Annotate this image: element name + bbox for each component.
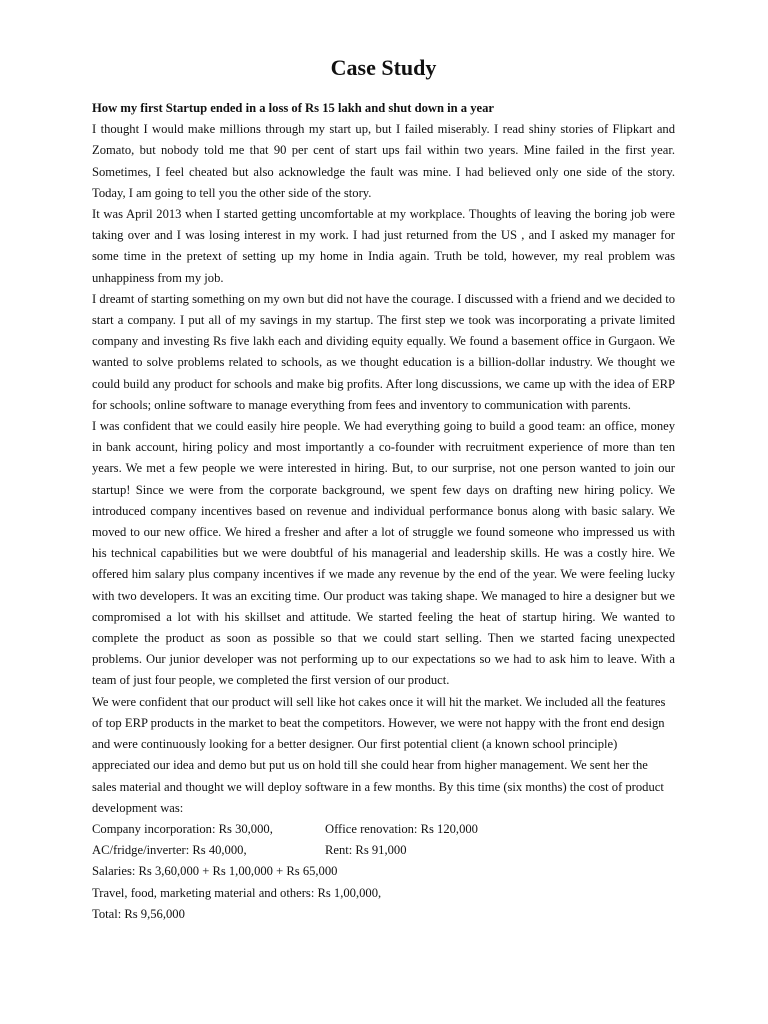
cost-row-1 bbox=[92, 819, 675, 840]
cost-row-2 bbox=[92, 840, 675, 861]
cost-ac-fridge-inverter: AC/fridge/inverter: Rs 40,000, bbox=[92, 843, 247, 858]
paragraph-starting-company: I dreamt of starting something on my own but did not have the courage. I discussed with a friend and we decided to start a company. I put all of my savings in my startup. The first step we took was incorporating a private limited company and investing Rs five lakh each and dividing equity equally. We found a basement office in Gurgaon. We wanted to solve problems related to schools, as we thought education is a billion-dollar industry. We thought we could build any product for schools and make big profits. After long discussions, we came up with the idea of ERP for schools; online software to manage everything from fees and inventory to communication with parents. bbox=[92, 291, 675, 412]
cost-office-renovation: Office renovation: Rs 120,000 bbox=[325, 821, 478, 836]
paragraph-intro: I thought I would make millions through my start up, but I failed miserably. I read shiny stories of Flipkart and Zomato, but nobody told me that 90 per cent of start ups fail within two years. Mine failed in the first year. Sometimes, I feel cheated but also acknowledge the fault was mine. I had believed only one side of the story. Today, I am going to tell you the other side of the story. bbox=[92, 122, 675, 200]
paragraph-hiring: I was confident that we could easily hire people. We had everything going to build a good team: an office, money in bank account, hiring policy and most importantly a co-founder with recruitment experience of more than ten years. We met a few people we were interested in hiring. But, to our surprise, not one person wanted to join our startup! Since we were from the corporate background, we spent few days on drafting new hiring policy. We introduced company incentives based on revenue and individual performance bonus along with basic salary. We moved to our new office. We hired a fresher and after a lot of struggle we found someone who impressed us with his technical capabilities but we were doubtful of his managerial and leadership skills. He was a costly hire. We offered him salary plus company incentives if we made any revenue by the end of the year. We were feeling lucky with two developers. It was an exciting time. Our product was taking shape. We managed to hire a designer but we compromised a lot with his skillset and attitude. We started feeling the heat of startup hiring. We wanted to complete the product as soon as possible so that we could start selling. Then we started facing unexpected problems. Our junior developer was not performing up to our expectations so we had to ask him to leave. With a team of just four people, we completed the first version of our product. bbox=[92, 419, 675, 688]
cost-travel-food-marketing: Travel, food, marketing material and others: Rs 1,00,000, bbox=[92, 885, 382, 900]
paragraph-april-2013: It was April 2013 when I started getting uncomfortable at my workplace. Thoughts of leaving the boring job were taking over and I was losing interest in my work. I had just returned from the US , and I asked my manager for some time in the pretext of setting up my home in India again. Truth be told, however, my real problem was unhappiness from my job. bbox=[92, 207, 675, 285]
document-page bbox=[92, 54, 675, 925]
cost-rent: Rent: Rs 91,000 bbox=[325, 843, 407, 858]
cost-company-incorporation: Company incorporation: Rs 30,000, bbox=[92, 821, 273, 836]
cost-total: Total: Rs 9,56,000 bbox=[92, 906, 185, 921]
document-title: Case Study bbox=[330, 55, 437, 80]
cost-salaries: Salaries: Rs 3,60,000 + Rs 1,00,000 + Rs 65,000 bbox=[92, 864, 338, 879]
paragraph-product-launch: We were confident that our product will sell like hot cakes once it will hit the market. We included all the features of top ERP products in the market to beat the competitors. However, we were not happy with the front end design and were continuously looking for a better designer. Our first potential client (a known school principle) appreciated our idea and demo but put us on hold till she could hear from higher management. We sent her the sales material and thought we will deploy software in a few months. By this time (six months) the cost of product development was: bbox=[92, 694, 666, 815]
document-subtitle: How my first Startup ended in a loss of Rs 15 lakh and shut down in a year bbox=[92, 101, 495, 115]
